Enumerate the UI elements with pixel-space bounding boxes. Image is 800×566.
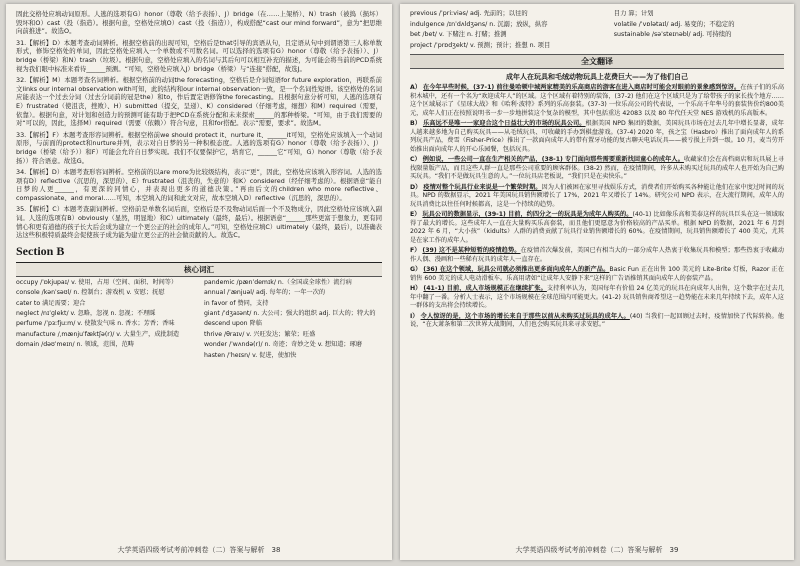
vocab-entry: hasten /ˈheɪsn/ v. 促进，使加快 xyxy=(204,351,297,359)
vocab-entry: thrive /θraɪv/ v. 兴旺发达；繁荣；旺盛 xyxy=(204,330,316,338)
paragraph-body: 因为人们被困在家里寻找娱乐方式，消费者们开始购买各种能让他们在家中度过时间的玩具。NPD 的数据显示，2021 年美国玩具销售额增长了 17%，2021 年又增长了 14%。研究公司 NPD 表示，在大流行期间，成年人的玩具消费比以往任何时候都高，这是一个持续的趋势。 xyxy=(410,183,784,208)
paragraph-body: Basic Fun 正在出售 100 美元的 Lite-Brite 灯板，Razor 正在销售 600 美元的成人电动滑板车。乐高用诸如“让成年人安静下来”这样的广告语推销其面向成年人的套装产品。 xyxy=(410,266,784,282)
vocab-entry: wonder /ˈwʌndə(r)/ n. 奇迹；奇妙之处 v. 想知道；琢磨 xyxy=(204,341,362,349)
paragraph-body: 在孩子们的乐高积木城中，还有一个名为“欢迎成年人”的区域。这个区域有着特别的装饰，(37-2) 他们在这个区域只是为了给带孩子的家长找个地方……这个区域展示了《星球大战》和《哈利·波特》系列的乐高套装。(37-3) 一位乐高公司的代表说，一个乐高千年隼号的套装售价约800美元，成年人们正在按照说明书一步一步地拼装这个复杂的模型，其中包括重达 42083 以及 80 年代任天堂 NES 游戏机的乐高版本。 xyxy=(410,84,784,117)
right-vocab-column-left xyxy=(410,10,606,52)
translation-paragraph xyxy=(410,247,784,264)
left-paragraph: 31.【解析】D）本题考查动词辨析。根据空格前的出现可知，空格后是that引导的宾语从句，且定语从句中到谓语第三人称单数形式，修饰空格处的单词，因此空格处应填入一个单数或不可数名词。可以选择的选项有G）honor（尊敬（给予表扬））、J）bridge（桥梁）和N）trash（垃圾）。根据句意，空格处应填入的名词与其后句可以相互补充的描述，为可能会将当前的PCD系统视为我们眼中标准来看待______预测。“可知，空格处应填入J）bridge（桥梁）与“连接”搭配，故选J。 xyxy=(16,38,382,73)
vocab-entry: manufacture /ˌmænjuˈfæktʃə(r)/ v. 大量生产，成批制造 xyxy=(16,330,180,338)
right-page-content xyxy=(410,10,784,540)
left-page xyxy=(6,4,392,560)
paragraph-tag: F） xyxy=(410,247,421,255)
vocab-entry: neglect /nɪˈɡlekt/ v. 忽略，忽视 n. 忽视；不理睬 xyxy=(16,310,156,318)
paragraph-body: (40) 当我们一起回顾过去时，疫情加快了代际转换。他说，“在大萧条和第二次世界大战期间，人们也会购买玩具来寻求安慰。” xyxy=(410,312,784,329)
translation-header: 全文翻译 xyxy=(410,54,784,69)
right-page xyxy=(400,4,794,560)
paragraph-tag: B） xyxy=(410,120,421,128)
paragraph-tag: G） xyxy=(410,266,422,274)
left-page-footer: 大学英语四级考试考前冲刺卷（二）答案与解析 38 xyxy=(117,546,281,554)
paragraph-tag: A） xyxy=(410,84,421,92)
paragraph-tag: H） xyxy=(410,285,422,293)
paragraph-tag: C） xyxy=(410,156,421,164)
left-paragraph: 33.【解析】F）本题考查形容词辨析。根据空格前we should protect it、nurture it、______it可知，空格处应该填入一个动词原形，与前面的protect和nurture并列，表示对自日梦的另一种积极态度。人逃的选项有G）honor（尊敬（给予表扬））、J）bridge（桥梁（给予））和F）可能会允许自日梦实现。我们不仅要保护它，培育它，______它“可知，G）honor（尊敬（给予表扬））符合语意。故选G。 xyxy=(16,130,382,165)
highlighted-sentence: 玩具公司的数据显示，(39-1) 目前，约四分之一的玩具是为成年人购买的。 xyxy=(422,211,633,219)
vocab-column-right xyxy=(204,279,382,362)
paragraph-tag: D） xyxy=(410,183,422,191)
vocab-entry: perfume /ˈpɜːfjuːm/ v. 使散发气味 n. 香水；芳香；香味 xyxy=(16,320,175,328)
highlighted-sentence: 令人惊讶的是，这个市场的增长来自于那些以前从未购买过玩具的成年人。 xyxy=(420,312,630,320)
paragraph-body: 收藏家们会在高档商店和玩具展上寻找限量版产品，而且这些人群一直是那些公司重要的顾客群体。(38-2) 然而，在疫情期间，许多从未购买过玩具的成年人也开始为自己购买玩具。“我们不是做玩具生意的人。”一位玩具店老板说，“我们只是在卖快乐。” xyxy=(410,156,784,181)
paragraph-body: (40-1) 比如像乐高和美泰这样的玩具巨头在这一领域取得了最大的增长。这些成年人一直在大量购买乐高套装，而且他们更愿意为价格较高的产品买单。根据 NPD 的数据，2021 年 6 月到 2022 年 6 月，“大小孩”（kidults）人群的消费贡献了玩具行业销售额增长的 60%。在疫情期间，玩具销售额增长了 400 美元，尤其是在家工作的成年人。 xyxy=(410,211,784,244)
vocab-grid xyxy=(16,279,382,362)
highlighted-sentence: (41-1) 目前，成人市场规模正在继续扩张。 xyxy=(423,285,547,293)
vocab-entry: bet /bet/ v. 下赌注 n. 打赌；推测 xyxy=(410,31,507,39)
paragraph-body: 支持利率认为，美国每年有价值 24 亿美元的玩具在向成年人出售，这个数字在过去几年中翻了一番。分析人士表示，这个市场规模在全球范围内可能更大。(41-2) 玩具销售商希望这一趋势能在未来几年持续下去，成年人这一群体的支出将会持续增长。 xyxy=(410,285,784,310)
highlighted-sentence: 乐高远不是唯一一家迎合这个日益壮大的市场的玩具公司。 xyxy=(422,120,586,128)
vocab-entry: occupy /ˈɒkjupaɪ/ v. 使用，占用（空间、面积、时间等） xyxy=(16,278,178,286)
translation-paragraph xyxy=(410,285,784,311)
highlighted-sentence: 在今年早些时候，(37-1) 前往曼哈顿中城两家精美的乐高商店的游客在进入商店时可能会对眼前的景象感到惊讶。 xyxy=(422,84,741,92)
left-paragraph: 32.【解析】M）本题考查名词辨析。根据空格前的动词the forecasting，空格后是介词短语for future exploration，再联系前文links our internal observation with可知，此的结构和our internal observation一致，是一个名词性短语。该空格处的名词应能表达一个过去分词（过去分词前的冠是the）和to，作后置定语修饰the forecasting。且根据句意分析可知，人逃的选项有E）frustrated（使沮丧，挫败）、H）submitted（提交，呈递）、K）considered（仔细考虑，细想）和M）required（需要，依靠）。根据句意，对计划和创造力的预测可能有助于把PCD在系统分配和未来探索______的那种桥梁。“可知，由于我们需要的对“可以的，因此，选择M）required（需要（依赖））符合句意，且和for搭配。表示“需要，要求”。故选M。 xyxy=(16,76,382,128)
right-vocab-column-right xyxy=(614,10,784,52)
left-paragraph: 35.【解析】C）本题考查副词辨析。空格前是单数名词后面，空格后是不及物动词后面一个不及物成分，因此空格处应该填入副词。人选的选项有B）obviously（显然，明显地）和C）ultimately（最终，最后）。根据语意“______那些更富于想象力，更有同情心和更有道德的孩子长大后会成为建立一个更公正的社会的成年人。”可知，空格处应填C）ultimately（最终，最后），以准确表达这些积极特质最终会促使孩子成为能为建立更公正的社会做贡献的人。故选C。 xyxy=(16,205,382,240)
left-paragraphs xyxy=(16,10,382,240)
left-paragraph: 固此交格处应填动词原形。人逃的选项有G）honor（尊敬（给予表扬）、J）bridge（在……上架桥）、N）trash（被捣（损坏）毁坏和O）cast（投（指造）。根据句意，空格处应填O）cast（投（指造）），构成搭配“cast our mind forward”，意为“把思维向前推进”。故选O。 xyxy=(16,10,382,36)
translation-paragraph xyxy=(410,184,784,210)
vocab-entry: console /kənˈsəʊl/ n. 控制台；游戏机 v. 安慰；抚慰 xyxy=(16,289,165,297)
paragraph-tag: E） xyxy=(410,211,421,219)
vocab-entry: in favor of 赞同，支持 xyxy=(204,299,269,307)
vocab-entry: giant /ˈdʒaɪənt/ n. 大公司；强大的组织 adj. 巨大的；特大的 xyxy=(204,310,376,318)
vocab-entry: indulgence /ɪnˈdʌldʒəns/ n. 沉溺；放纵，纵容 xyxy=(410,20,548,28)
section-title: Section B xyxy=(16,243,65,258)
paragraph-body: 在疫情首次爆发前，美国已有相当大的一部分成年人热衷于收集玩具和模型；那些热衷于收藏动作人偶、漫画和一些稀有玩具的成年人一直存在。 xyxy=(410,247,784,263)
highlighted-sentence: (36) 在这个领域，玩具公司就必须推出更多面向成年人的新产品。 xyxy=(423,266,610,274)
vocab-entry: 目力 算；计划 xyxy=(613,10,654,17)
paragraph-body: 根据美国 NPD 集团的数据，美国玩具市场在过去几年中增长显著，成年人越来越多地为自己购买玩具——从毛绒玩具、可收藏的手办到棋盘游戏。(37-4) 2020 年，孩之宝（Hasbro）推出了面向成年人的系列玩具产品，费雪（Fisher-Price）推出了一款面向成年人的带有置牙功能的复古聊天电话玩具——被亏损上升到一级。10 月，麦当劳开始推出面向成年人的开心乐园餐，包括玩具。 xyxy=(410,120,784,153)
highlighted-sentence: 例如说，一些公司一直在生产相关的产品，(38-1) 专门面向那些需要重新找回童心的成年人。 xyxy=(422,156,684,164)
vocab-header: 核心词汇 xyxy=(16,262,382,277)
vocab-column-left xyxy=(16,279,194,362)
vocab-entry: annual /ˈænjuəl/ adj. 每年的；一年一次的 xyxy=(204,289,326,297)
right-vocab-grid xyxy=(410,10,784,52)
vocab-entry: volatile /ˈvɒlətaɪl/ adj. 易变的；不稳定的 xyxy=(613,20,735,28)
translation-paragraphs xyxy=(410,84,784,330)
vocab-entry: cater to 满足需要；迎合 xyxy=(16,299,86,307)
vocab-entry: descend upon 降临 xyxy=(204,320,262,328)
vocab-entry: domain /dəʊˈmeɪn/ n. 领域，范围，范畴 xyxy=(16,341,134,349)
right-page-footer: 大学英语四级考试考前冲刺卷（二）答案与解析 39 xyxy=(515,546,679,554)
highlighted-sentence: 疫情对整个玩具行业来说是一个繁荣时期。 xyxy=(423,183,542,191)
left-paragraph: 34.【解析】D）本题考查形容词辨析。空格前的以are more为比较级结构，表示“更”，因此，空格处应该填入形容词。人选的选项有D）reflective（沉思的，深思的）、E）frustrated（沮丧的，失意的）和K）considered（经仔细考虑的）。根据语意“能自日梦的人更______，有更深的同情心，并表现出更多的道德决策。”再由后文的children who more reflective、compassionate、and moral……可知，本空填入的词和此文对应，故本空填入D）reflective（沉思的，深思的）。 xyxy=(16,168,382,202)
translation-paragraph xyxy=(410,313,784,330)
highlighted-sentence: (39) 这不是某种短暂的疫情趋势。 xyxy=(422,247,521,255)
vocab-entry: previous /ˈpriːviəs/ adj. 先前的；以往的 xyxy=(410,10,528,17)
paragraph-tag: I） xyxy=(410,312,419,320)
vocab-entry: pandemic /pænˈdemɪk/ n.（全国或全球性）流行病 xyxy=(204,278,352,286)
translation-paragraph xyxy=(410,156,784,182)
vocab-entry: sustainable /səˈsteɪnəbl/ adj. 可持续的 xyxy=(613,31,732,39)
vocab-entry: project /ˈprɒdʒekt/ v. 预测；预计；推想 n. 项目 xyxy=(410,41,551,49)
translation-paragraph xyxy=(410,211,784,245)
translation-paragraph xyxy=(410,120,784,154)
translation-title: 成年人在玩具和毛绒动物玩具上花费巨大——为了他们自己 xyxy=(506,73,688,82)
translation-paragraph xyxy=(410,84,784,118)
left-page-content xyxy=(16,10,382,540)
translation-paragraph xyxy=(410,266,784,283)
